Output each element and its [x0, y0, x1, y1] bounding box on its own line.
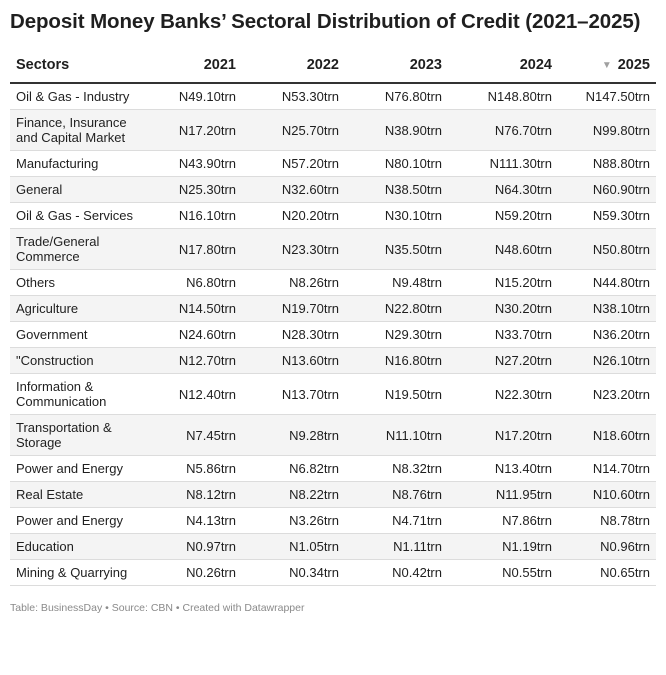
table-row — [10, 560, 656, 586]
value-cell-2025: N50.80trn — [558, 229, 656, 270]
sector-cell: Trade/General Commerce — [10, 229, 142, 270]
value-cell-2021: N17.20trn — [142, 110, 242, 151]
page-title: Deposit Money Banks’ Sectoral Distribution of Credit (2021–2025) — [10, 10, 641, 33]
value-cell-2024: N30.20trn — [448, 296, 558, 322]
value-cell-2021: N25.30trn — [142, 177, 242, 203]
sector-cell: Power and Energy — [10, 456, 142, 482]
value-cell-2024: N27.20trn — [448, 348, 558, 374]
value-cell-2022: N3.26trn — [242, 508, 345, 534]
sector-cell: Finance, Insurance and Capital Market — [10, 110, 142, 151]
table-row — [10, 110, 656, 151]
value-cell-2022: N53.30trn — [242, 83, 345, 110]
value-cell-2024: N148.80trn — [448, 83, 558, 110]
value-cell-2023: N38.90trn — [345, 110, 448, 151]
sector-cell: Real Estate — [10, 482, 142, 508]
value-cell-2025: N14.70trn — [558, 456, 656, 482]
value-cell-2024: N64.30trn — [448, 177, 558, 203]
value-cell-2022: N8.26trn — [242, 270, 345, 296]
value-cell-2021: N6.80trn — [142, 270, 242, 296]
value-cell-2021: N49.10trn — [142, 83, 242, 110]
value-cell-2021: N8.12trn — [142, 482, 242, 508]
sector-cell: Transportation & Storage — [10, 415, 142, 456]
value-cell-2023: N30.10trn — [345, 203, 448, 229]
value-cell-2023: N29.30trn — [345, 322, 448, 348]
value-cell-2022: N57.20trn — [242, 151, 345, 177]
value-cell-2022: N25.70trn — [242, 110, 345, 151]
table-row — [10, 177, 656, 203]
value-cell-2025: N8.78trn — [558, 508, 656, 534]
value-cell-2024: N13.40trn — [448, 456, 558, 482]
credit-table — [10, 48, 656, 586]
value-cell-2023: N16.80trn — [345, 348, 448, 374]
value-cell-2024: N111.30trn — [448, 151, 558, 177]
table-row — [10, 482, 656, 508]
value-cell-2025: N10.60trn — [558, 482, 656, 508]
column-header-2021[interactable]: 2021 — [142, 48, 242, 83]
sector-cell: Oil & Gas - Services — [10, 203, 142, 229]
value-cell-2024: N33.70trn — [448, 322, 558, 348]
value-cell-2021: N17.80trn — [142, 229, 242, 270]
table-row — [10, 83, 656, 110]
sector-cell: Mining & Quarrying — [10, 560, 142, 586]
value-cell-2021: N4.13trn — [142, 508, 242, 534]
table-row — [10, 456, 656, 482]
value-cell-2024: N59.20trn — [448, 203, 558, 229]
column-header-sectors[interactable]: Sectors — [10, 48, 142, 83]
value-cell-2023: N8.76trn — [345, 482, 448, 508]
value-cell-2025: N44.80trn — [558, 270, 656, 296]
sector-cell: Power and Energy — [10, 508, 142, 534]
value-cell-2021: N0.26trn — [142, 560, 242, 586]
column-header-2023[interactable]: 2023 — [345, 48, 448, 83]
value-cell-2024: N76.70trn — [448, 110, 558, 151]
value-cell-2023: N1.11trn — [345, 534, 448, 560]
sector-cell: Others — [10, 270, 142, 296]
value-cell-2021: N12.40trn — [142, 374, 242, 415]
table-row — [10, 270, 656, 296]
value-cell-2024: N48.60trn — [448, 229, 558, 270]
value-cell-2022: N28.30trn — [242, 322, 345, 348]
value-cell-2023: N35.50trn — [345, 229, 448, 270]
sector-cell: Manufacturing — [10, 151, 142, 177]
value-cell-2023: N11.10trn — [345, 415, 448, 456]
value-cell-2025: N26.10trn — [558, 348, 656, 374]
column-header-2025[interactable]: ▼ 2025 — [558, 48, 656, 83]
column-header-2022[interactable]: 2022 — [242, 48, 345, 83]
table-row — [10, 151, 656, 177]
sector-cell: Oil & Gas - Industry — [10, 83, 142, 110]
value-cell-2021: N16.10trn — [142, 203, 242, 229]
value-cell-2025: N88.80trn — [558, 151, 656, 177]
value-cell-2022: N32.60trn — [242, 177, 345, 203]
value-cell-2024: N17.20trn — [448, 415, 558, 456]
table-row — [10, 534, 656, 560]
header-row — [10, 48, 656, 83]
sector-cell: Education — [10, 534, 142, 560]
value-cell-2024: N1.19trn — [448, 534, 558, 560]
value-cell-2021: N5.86trn — [142, 456, 242, 482]
table-row — [10, 415, 656, 456]
value-cell-2022: N0.34trn — [242, 560, 345, 586]
value-cell-2025: N18.60trn — [558, 415, 656, 456]
value-cell-2021: N0.97trn — [142, 534, 242, 560]
sort-down-icon[interactable]: ▼ — [601, 60, 612, 71]
value-cell-2021: N43.90trn — [142, 151, 242, 177]
value-cell-2025: N0.96trn — [558, 534, 656, 560]
value-cell-2025: N60.90trn — [558, 177, 656, 203]
value-cell-2025: N147.50trn — [558, 83, 656, 110]
value-cell-2025: N38.10trn — [558, 296, 656, 322]
value-cell-2022: N1.05trn — [242, 534, 345, 560]
value-cell-2025: N99.80trn — [558, 110, 656, 151]
sector-cell: Agriculture — [10, 296, 142, 322]
value-cell-2023: N8.32trn — [345, 456, 448, 482]
table-row — [10, 348, 656, 374]
value-cell-2025: N0.65trn — [558, 560, 656, 586]
value-cell-2025: N23.20trn — [558, 374, 656, 415]
value-cell-2023: N4.71trn — [345, 508, 448, 534]
sector-cell: General — [10, 177, 142, 203]
table-row — [10, 203, 656, 229]
value-cell-2022: N6.82trn — [242, 456, 345, 482]
value-cell-2022: N20.20trn — [242, 203, 345, 229]
value-cell-2022: N19.70trn — [242, 296, 345, 322]
value-cell-2024: N0.55trn — [448, 560, 558, 586]
value-cell-2023: N9.48trn — [345, 270, 448, 296]
sector-cell: Government — [10, 322, 142, 348]
value-cell-2025: N59.30trn — [558, 203, 656, 229]
value-cell-2022: N9.28trn — [242, 415, 345, 456]
table-row — [10, 508, 656, 534]
value-cell-2022: N13.70trn — [242, 374, 345, 415]
value-cell-2023: N80.10trn — [345, 151, 448, 177]
value-cell-2022: N13.60trn — [242, 348, 345, 374]
value-cell-2021: N12.70trn — [142, 348, 242, 374]
value-cell-2024: N7.86trn — [448, 508, 558, 534]
value-cell-2022: N23.30trn — [242, 229, 345, 270]
value-cell-2023: N0.42trn — [345, 560, 448, 586]
value-cell-2024: N11.95trn — [448, 482, 558, 508]
value-cell-2021: N14.50trn — [142, 296, 242, 322]
value-cell-2023: N76.80trn — [345, 83, 448, 110]
table-body — [10, 83, 656, 586]
value-cell-2021: N7.45trn — [142, 415, 242, 456]
value-cell-2023: N38.50trn — [345, 177, 448, 203]
value-cell-2021: N24.60trn — [142, 322, 242, 348]
sector-cell: "Construction — [10, 348, 142, 374]
table-row — [10, 322, 656, 348]
table-row — [10, 296, 656, 322]
sector-cell: Information & Communication — [10, 374, 142, 415]
source-footer: Table: BusinessDay • Source: CBN • Created with Datawrapper — [10, 602, 305, 614]
table-row — [10, 374, 656, 415]
value-cell-2025: N36.20trn — [558, 322, 656, 348]
value-cell-2022: N8.22trn — [242, 482, 345, 508]
column-header-2024[interactable]: 2024 — [448, 48, 558, 83]
value-cell-2023: N22.80trn — [345, 296, 448, 322]
table-row — [10, 229, 656, 270]
value-cell-2024: N22.30trn — [448, 374, 558, 415]
value-cell-2024: N15.20trn — [448, 270, 558, 296]
value-cell-2023: N19.50trn — [345, 374, 448, 415]
